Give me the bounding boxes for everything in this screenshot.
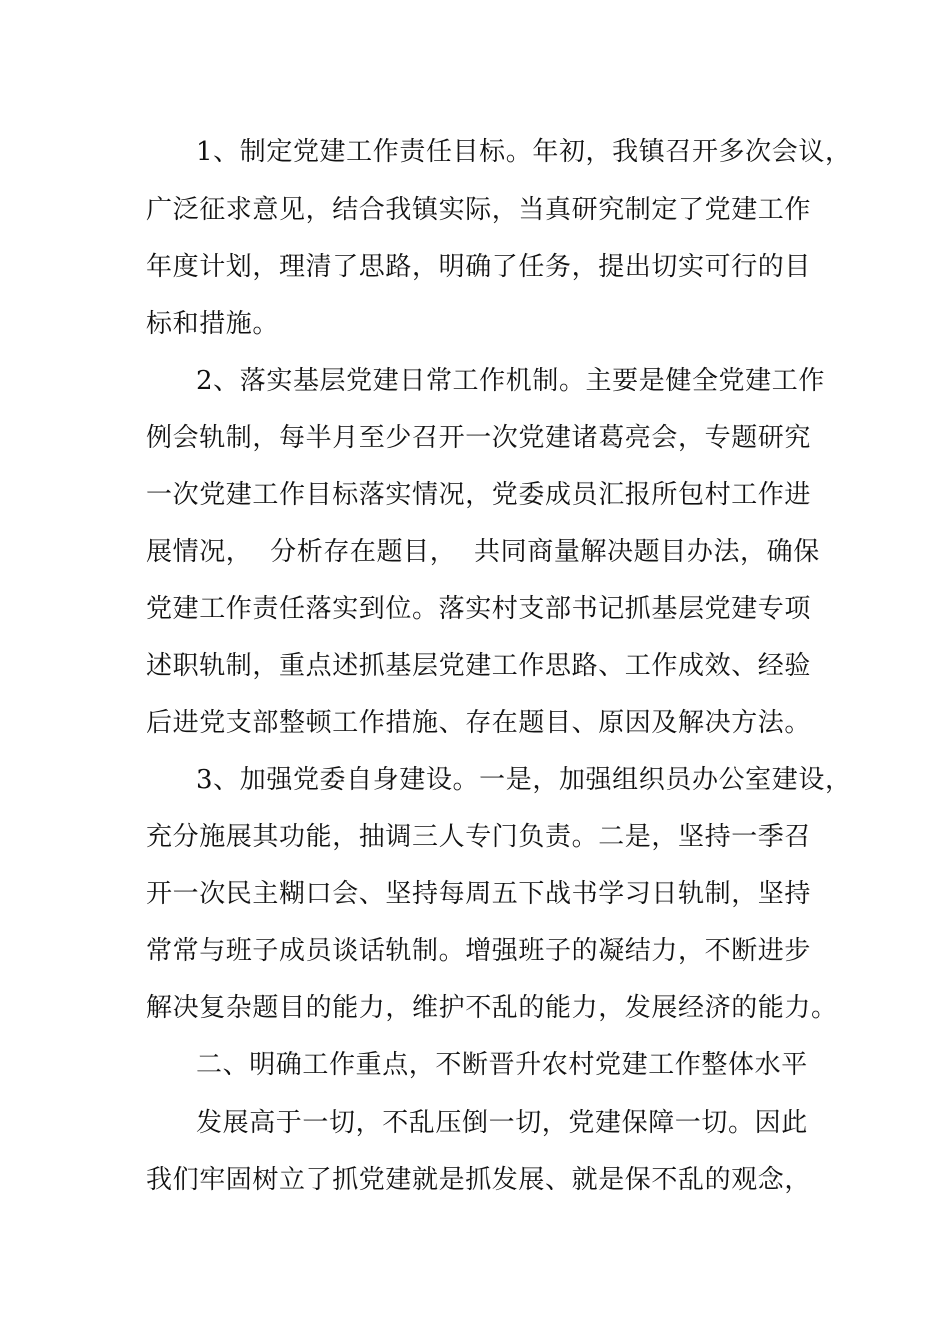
paragraph-2-line-5: 党建工作责任落实到位。落实村支部书记抓基层党建专项 [146,594,812,624]
paragraph-2-line-6: 述职轨制，重点述抓基层党建工作思路、工作成效、经验 [146,651,812,681]
paragraph-2-line-3: 一次党建工作目标落实情况，党委成员汇报所包村工作进 [146,480,812,510]
paragraph-1-line-4: 标和措施。 [146,309,280,339]
paragraph-1-line-2: 广泛征求意见，结合我镇实际，当真研究制定了党建工作 [146,195,812,225]
paragraph-2-line-2: 例会轨制，每半月至少召开一次党建诸葛亮会，专题研究 [146,423,812,453]
paragraph-4-line-2: 我们牢固树立了抓党建就是抓发展、就是保不乱的观念， [146,1165,812,1195]
paragraph-3-line-3: 开一次民主糊口会、坚持每周五下战书学习日轨制，坚持 [146,879,812,909]
paragraph-3-line-2: 充分施展其功能，抽调三人专门负责。二是，坚持一季召 [146,822,812,852]
paragraph-3-line-4: 常常与班子成员谈话轨制。增强班子的凝结力，不断进步 [146,936,812,966]
paragraph-3-line-5: 解决复杂题目的能力，维护不乱的能力，发展经济的能力。 [146,993,838,1023]
section-heading: 二、明确工作重点，不断晋升农村党建工作整体水平 [196,1050,808,1080]
paragraph-1-line-1: 1、制定党建工作责任目标。年初，我镇召开多次会议， [196,137,852,167]
paragraph-4-line-1: 发展高于一切，不乱压倒一切，党建保障一切。因此 [196,1108,808,1138]
paragraph-1-line-3: 年度计划，理清了思路，明确了任务，提出切实可行的目 [146,252,812,282]
paragraph-3-line-1: 3、加强党委自身建设。一是，加强组织员办公室建设， [196,765,852,795]
paragraph-2-line-7: 后进党支部整顿工作措施、存在题目、原因及解决方法。 [146,708,812,738]
paragraph-2-line-4: 展情况， 分析存在题目， 共同商量解决题目办法，确保 [146,537,820,567]
paragraph-2-line-1: 2、落实基层党建日常工作机制。主要是健全党建工作 [196,366,825,396]
